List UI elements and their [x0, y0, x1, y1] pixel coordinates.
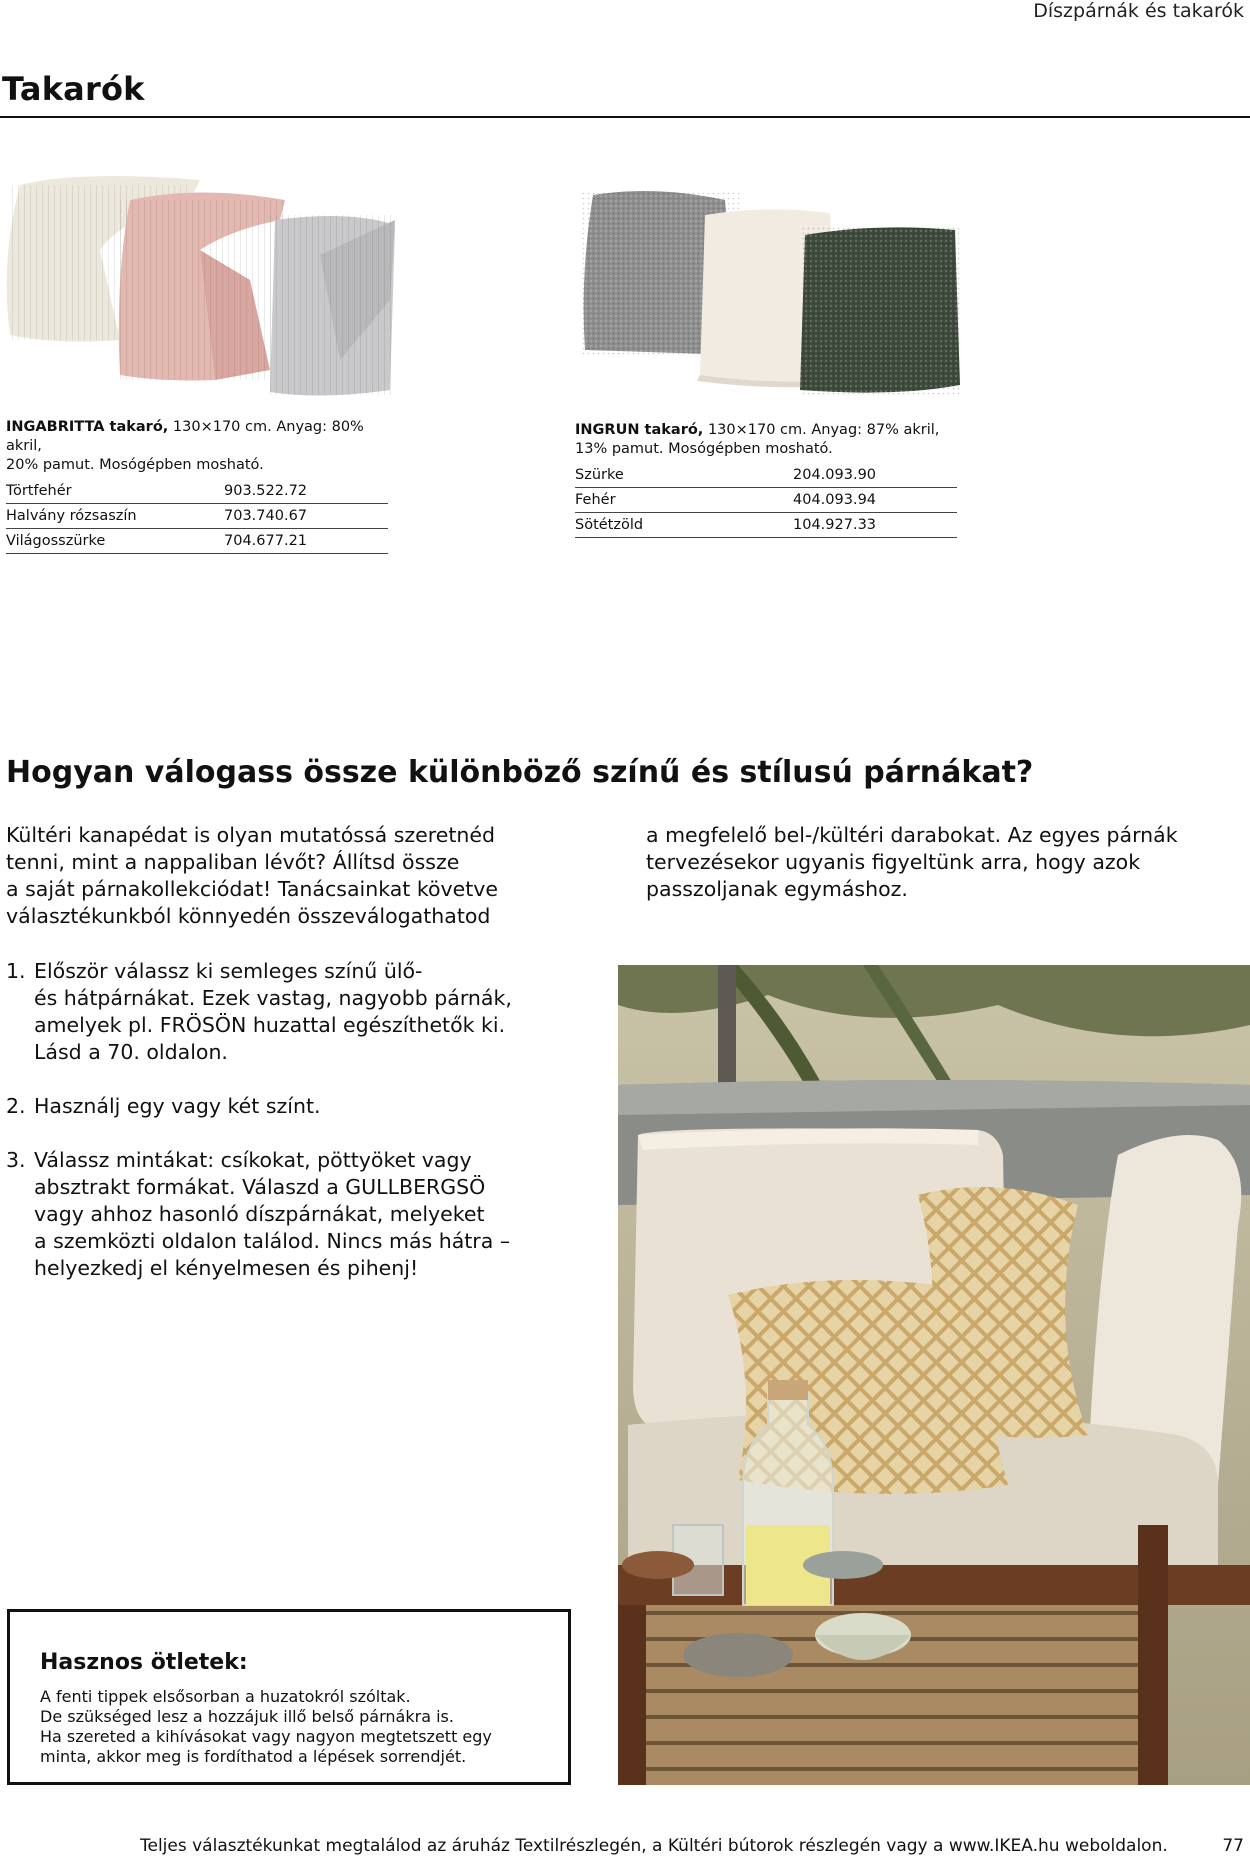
step-item — [6, 1147, 566, 1282]
variant-color: Törtfehér — [6, 482, 72, 499]
step-line: absztrakt formákat. Válaszd a GULLBERGSÖ — [34, 1175, 486, 1199]
step-line: Lásd a 70. oldalon. — [34, 1040, 228, 1064]
variant-article: 703.740.67 — [224, 507, 308, 524]
product-name: INGRUN takaró, — [575, 422, 704, 438]
step-line: a szemközti oldalon találod. Nincs más hátra – — [34, 1229, 511, 1253]
step-line: helyezkedj el kényelmesen és pihenj! — [34, 1256, 419, 1280]
product-description — [575, 421, 957, 459]
step-item — [6, 1093, 566, 1120]
intro-left — [6, 822, 566, 930]
step-item — [6, 958, 566, 1066]
step-line: vagy ahhoz hasonló díszpárnákat, melyeket — [34, 1202, 485, 1226]
product-care: 20% pamut. Mosógépben mosható. — [6, 457, 264, 473]
tips-line: A fenti tippek elsősorban a huzatokról szóltak. — [40, 1687, 411, 1706]
variant-color: Sötétzöld — [575, 516, 644, 533]
step-line: Használj egy vagy két színt. — [34, 1094, 321, 1118]
variant-row — [575, 488, 957, 513]
product-description — [6, 418, 388, 475]
product-name: INGABRITTA takaró, — [6, 419, 169, 435]
intro-line: a megfelelő bel-/kültéri darabokat. Az egyes párnák — [646, 823, 1178, 847]
variant-article: 404.093.94 — [793, 491, 877, 508]
variant-color: Világosszürke — [6, 532, 106, 549]
ingrun-blankets-image — [575, 185, 970, 400]
variant-article: 704.677.21 — [224, 532, 308, 549]
variant-article: 903.522.72 — [224, 482, 308, 499]
step-line: Válassz mintákat: csíkokat, pöttyöket vagy — [34, 1148, 472, 1172]
variant-article: 104.927.33 — [793, 516, 877, 533]
product-spec: 130×170 cm. Anyag: 80% akril, — [6, 419, 364, 454]
intro-line: a saját párnakollekciódat! Tanácsainkat követve — [6, 877, 499, 901]
product-ingabritta — [6, 418, 388, 554]
outdoor-sofa-photo — [618, 965, 1250, 1785]
variant-color: Fehér — [575, 491, 616, 508]
guide-heading: Hogyan válogass össze különböző színű és stílusú párnákat? — [6, 755, 1034, 790]
product-care: 13% pamut. Mosógépben mosható. — [575, 441, 833, 457]
step-number: 3. — [6, 1148, 26, 1172]
variant-color: Szürke — [575, 466, 624, 483]
intro-line: tenni, mint a nappaliban lévőt? Állítsd össze — [6, 850, 460, 874]
tips-line: Ha szereted a kihívásokat vagy nagyon megtetszett egy — [40, 1727, 492, 1746]
product-ingrun — [575, 421, 957, 538]
intro-line: Kültéri kanapédat is olyan mutatóssá szeretnéd — [6, 823, 495, 847]
tips-line: minta, akkor meg is fordíthatod a lépések sorrendjét. — [40, 1747, 467, 1766]
step-line: Először válassz ki semleges színű ülő- — [34, 959, 423, 983]
variant-color: Halvány rózsaszín — [6, 507, 137, 524]
intro-right — [646, 822, 1246, 903]
steps-list — [6, 958, 566, 1309]
intro-line: passzoljanak egymáshoz. — [646, 877, 908, 901]
variant-row — [6, 504, 388, 529]
variant-row — [575, 463, 957, 488]
ingabritta-blankets-image — [0, 160, 400, 400]
product-spec: 130×170 cm. Anyag: 87% akril, — [707, 422, 940, 438]
step-line: és hátpárnákat. Ezek vastag, nagyobb párnák, — [34, 986, 512, 1010]
variant-row — [575, 513, 957, 538]
variant-article: 204.093.90 — [793, 466, 877, 483]
footer-text: Teljes választékunkat megtalálod az áruház Textilrészlegén, a Kültéri bútorok részlegén vagy a www.IKEA.hu weboldalon. — [140, 1836, 1168, 1856]
tips-heading: Hasznos ötletek: — [40, 1650, 248, 1675]
step-line: amelyek pl. FRÖSÖN huzattal egészíthetők ki. — [34, 1013, 506, 1037]
variant-row — [6, 529, 388, 554]
step-number: 1. — [6, 959, 26, 983]
variant-row — [6, 479, 388, 504]
intro-line: tervezésekor ugyanis figyeltünk arra, hogy azok — [646, 850, 1141, 874]
page-number: 77 — [1222, 1836, 1244, 1856]
step-number: 2. — [6, 1094, 26, 1118]
page-category: Díszpárnák és takarók — [1033, 0, 1244, 22]
title-divider — [0, 116, 1250, 118]
tips-box — [7, 1609, 571, 1785]
intro-line: választékunkból könnyedén összeválogathatod — [6, 904, 491, 928]
tips-line: De szükséged lesz a hozzájuk illő belső párnákra is. — [40, 1707, 454, 1726]
section-title: Takarók — [2, 70, 145, 108]
